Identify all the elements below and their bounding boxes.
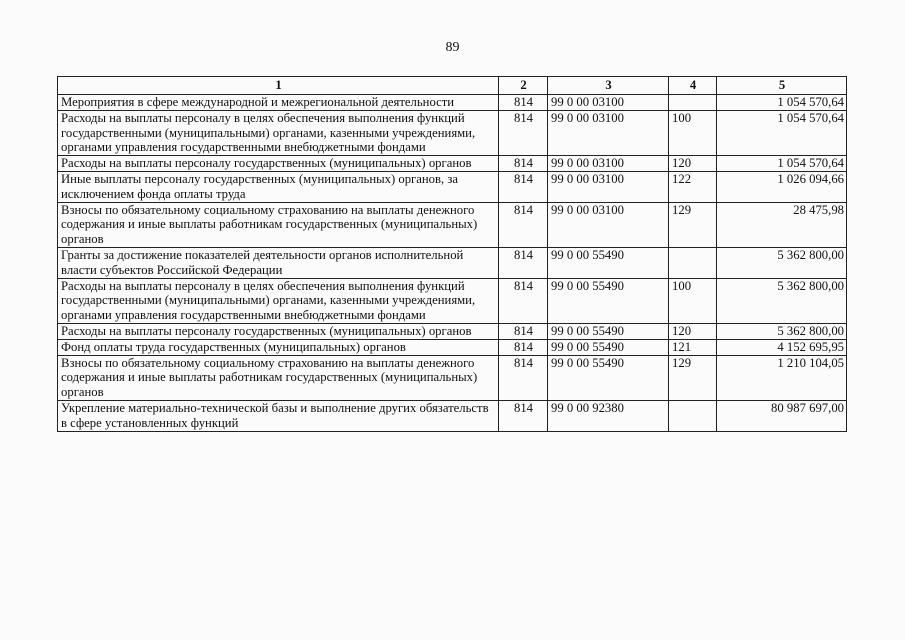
table-row [58,110,847,155]
amount: 80 987 697,00 [717,400,847,431]
amount: 5 362 800,00 [717,323,847,339]
expense-name: Иные выплаты персоналу государственных (муниципальных) органов, за исключением фонда оплаты труда [58,171,499,202]
column-header: 4 [669,77,717,95]
amount: 5 362 800,00 [717,278,847,323]
expense-name: Взносы по обязательному социальному страхованию на выплаты денежного содержания и иные выплаты работникам государственных (муниципальных) органов [58,202,499,247]
column-header: 5 [717,77,847,95]
vr-code [669,247,717,278]
page-number: 89 [445,40,460,55]
expense-name: Расходы на выплаты персоналу государственных (муниципальных) органов [58,323,499,339]
table-row [58,323,847,339]
gr-code: 814 [499,355,548,400]
gr-code: 814 [499,156,548,172]
amount: 1 026 094,66 [717,171,847,202]
amount: 5 362 800,00 [717,247,847,278]
cs-code: 99 0 00 55490 [548,247,669,278]
amount: 1 054 570,64 [717,156,847,172]
vr-code: 129 [669,355,717,400]
cs-code: 99 0 00 03100 [548,171,669,202]
budget-table [57,76,847,432]
gr-code: 814 [499,278,548,323]
gr-code: 814 [499,202,548,247]
cs-code: 99 0 00 55490 [548,278,669,323]
vr-code [669,95,717,111]
column-header: 1 [58,77,499,95]
cs-code: 99 0 00 03100 [548,110,669,155]
vr-code: 120 [669,323,717,339]
expense-name: Гранты за достижение показателей деятельности органов исполнительной власти субъектов Российской Федерации [58,247,499,278]
table-row [58,171,847,202]
table-row [58,247,847,278]
cs-code: 99 0 00 92380 [548,400,669,431]
expense-name: Расходы на выплаты персоналу в целях обеспечения выполнения функций государственными (муниципальными) органами, казенными учреждениями, органами управления государственными внебюджетными фондами [58,278,499,323]
table-row [58,400,847,431]
cs-code: 99 0 00 03100 [548,95,669,111]
vr-code: 100 [669,278,717,323]
table-row [58,156,847,172]
gr-code: 814 [499,400,548,431]
amount: 28 475,98 [717,202,847,247]
expense-name: Укрепление материально-технической базы и выполнение других обязательств в сфере установленных функций [58,400,499,431]
amount: 4 152 695,95 [717,339,847,355]
expense-name: Расходы на выплаты персоналу государственных (муниципальных) органов [58,156,499,172]
gr-code: 814 [499,339,548,355]
gr-code: 814 [499,247,548,278]
table-row [58,355,847,400]
vr-code: 122 [669,171,717,202]
amount: 1 054 570,64 [717,95,847,111]
table-row [58,278,847,323]
vr-code [669,400,717,431]
gr-code: 814 [499,110,548,155]
expense-name: Фонд оплаты труда государственных (муниципальных) органов [58,339,499,355]
cs-code: 99 0 00 55490 [548,355,669,400]
cs-code: 99 0 00 03100 [548,156,669,172]
expense-name: Взносы по обязательному социальному страхованию на выплаты денежного содержания и иные выплаты работникам государственных (муниципальных) органов [58,355,499,400]
amount: 1 210 104,05 [717,355,847,400]
column-header: 3 [548,77,669,95]
amount: 1 054 570,64 [717,110,847,155]
column-header: 2 [499,77,548,95]
expense-name: Мероприятия в сфере международной и межрегиональной деятельности [58,95,499,111]
cs-code: 99 0 00 55490 [548,323,669,339]
cs-code: 99 0 00 03100 [548,202,669,247]
vr-code: 100 [669,110,717,155]
gr-code: 814 [499,95,548,111]
expense-name: Расходы на выплаты персоналу в целях обеспечения выполнения функций государственными (муниципальными) органами, казенными учреждениями, органами управления государственными внебюджетными фондами [58,110,499,155]
cs-code: 99 0 00 55490 [548,339,669,355]
table-row [58,202,847,247]
vr-code: 129 [669,202,717,247]
gr-code: 814 [499,171,548,202]
vr-code: 120 [669,156,717,172]
gr-code: 814 [499,323,548,339]
table-row [58,339,847,355]
vr-code: 121 [669,339,717,355]
table-row [58,95,847,111]
header-row [58,77,847,95]
